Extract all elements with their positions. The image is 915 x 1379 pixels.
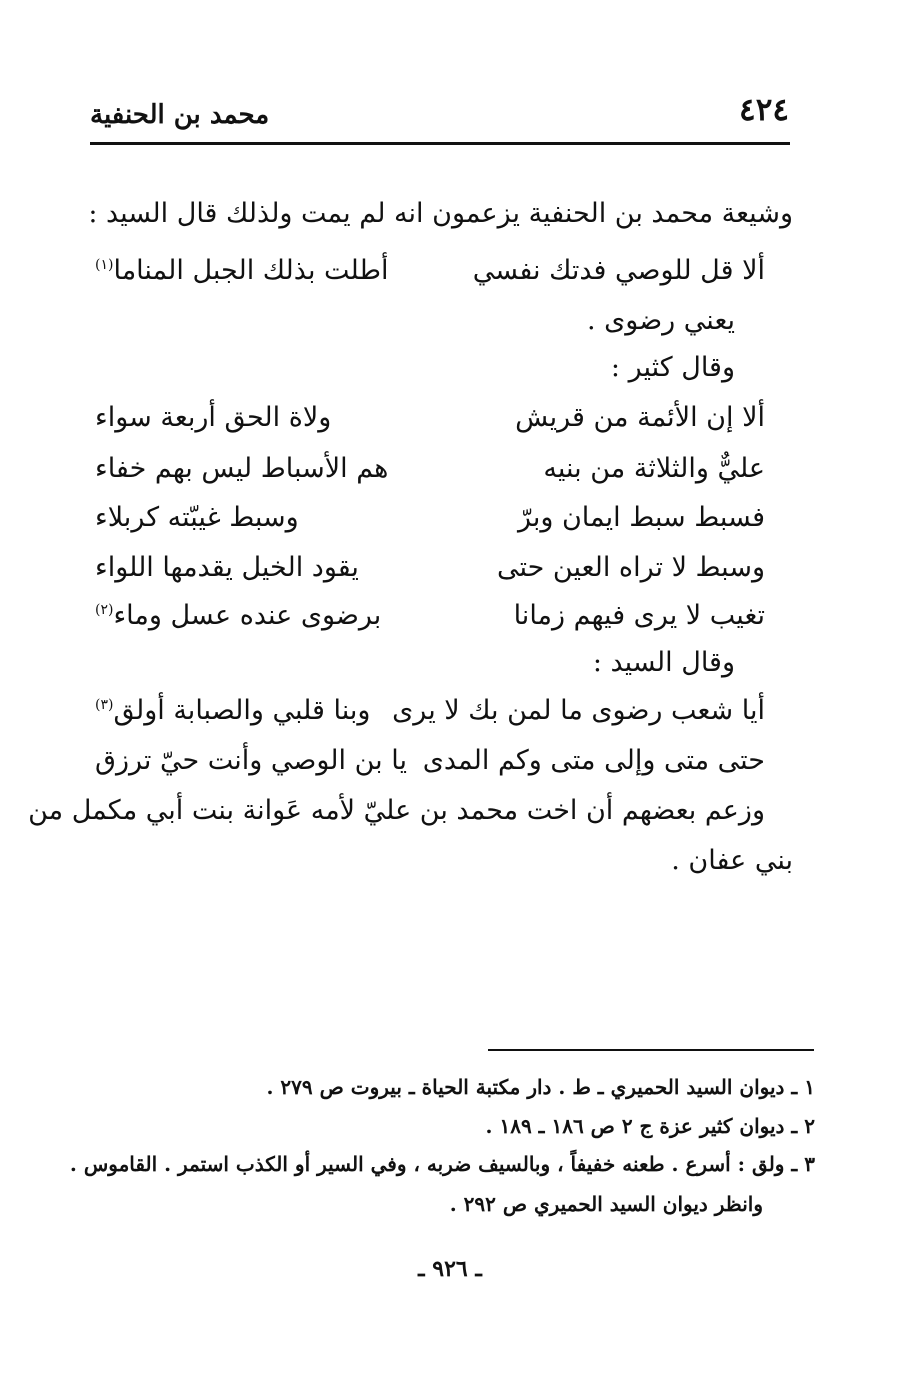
- verse-line: [95, 695, 765, 735]
- footnote-ref: (٣): [95, 697, 114, 713]
- verse-second-hemistich: [95, 695, 370, 726]
- verse-first-hemistich: فسبط سبط ايمان وبرّ: [517, 502, 765, 533]
- running-title: محمد بن الحنفية: [90, 100, 270, 130]
- kuthayyir-intro: وقال كثير :: [610, 352, 735, 383]
- closing-paragraph-line: بني عفان .: [671, 845, 793, 876]
- verse-line: [95, 502, 765, 542]
- verse-line: [95, 402, 765, 442]
- verse-second-hemistich: [95, 255, 388, 286]
- verse-first-hemistich: حتى متى وإلى متى وكم المدى: [422, 745, 765, 776]
- verse-second-text: أطلت بذلك الجبل المناما: [113, 255, 389, 286]
- page-footer-number: ـ ٩٢٦ ـ: [418, 1256, 482, 1282]
- verse-second-hemistich: [95, 600, 381, 631]
- footnote-3: ٣ ـ ولق : أسرع . طعنه خفيفاً ، وبالسيف ضربه ، وفي السير أو الكذب استمر . القاموس .: [69, 1152, 815, 1176]
- verse-line: [95, 745, 765, 785]
- verse-second-text: وبنا قلبي والصبابة أولق: [113, 695, 371, 726]
- verse-second-hemistich: يقود الخيل يقدمها اللواء: [95, 552, 359, 583]
- verse-line: [95, 552, 765, 592]
- page-number: ٤٢٤: [739, 92, 789, 128]
- verse-second-text: برضوى عنده عسل وماء: [113, 600, 382, 631]
- footnote-1: ١ ـ ديوان السيد الحميري ـ ط . دار مكتبة الحياة ـ بيروت ص ٢٧٩ .: [266, 1075, 815, 1099]
- footnote-ref: (٢): [95, 602, 114, 618]
- footnote-separator: [488, 1049, 814, 1051]
- verse-first-hemistich: تغيب لا يرى فيهم زمانا: [513, 600, 765, 631]
- verse-first-hemistich: عليٌّ والثلاثة من بنيه: [543, 453, 765, 484]
- verse-line: [95, 600, 765, 640]
- verse-first-hemistich: ألا قل للوصي فدتك نفسي: [472, 255, 765, 286]
- footnote-3-continuation: وانظر ديوان السيد الحميري ص ٢٩٢ .: [449, 1192, 763, 1216]
- verse-line: [95, 453, 765, 493]
- explanation-text: يعني رضوى .: [587, 305, 735, 336]
- verse-second-hemistich: وسبط غيبّته كربلاء: [95, 502, 299, 533]
- verse-second-hemistich: يا بن الوصي وأنت حيّ ترزق: [95, 745, 407, 776]
- verse-second-hemistich: ولاة الحق أربعة سواء: [95, 402, 332, 433]
- footnote-ref: (١): [95, 257, 114, 273]
- verse-first-hemistich: ألا إن الأئمة من قريش: [515, 402, 765, 433]
- verse-first-hemistich: وسبط لا تراه العين حتى: [496, 552, 765, 583]
- intro-paragraph: وشيعة محمد بن الحنفية يزعمون انه لم يمت ولذلك قال السيد :: [88, 198, 793, 229]
- footnote-2: ٢ ـ ديوان كثير عزة ج ٢ ص ١٨٦ ـ ١٨٩ .: [485, 1114, 815, 1138]
- closing-paragraph-line: وزعم بعضهم أن اخت محمد بن عليّ لأمه عَوانة بنت أبي مكمل من: [28, 795, 765, 826]
- header-rule: [90, 142, 790, 145]
- verse-second-hemistich: هم الأسباط ليس بهم خفاء: [95, 453, 389, 484]
- sayyid-intro: وقال السيد :: [592, 647, 735, 678]
- verse-first-hemistich: أيا شعب رضوى ما لمن بك لا يرى: [392, 695, 765, 726]
- verse-line: [95, 255, 765, 295]
